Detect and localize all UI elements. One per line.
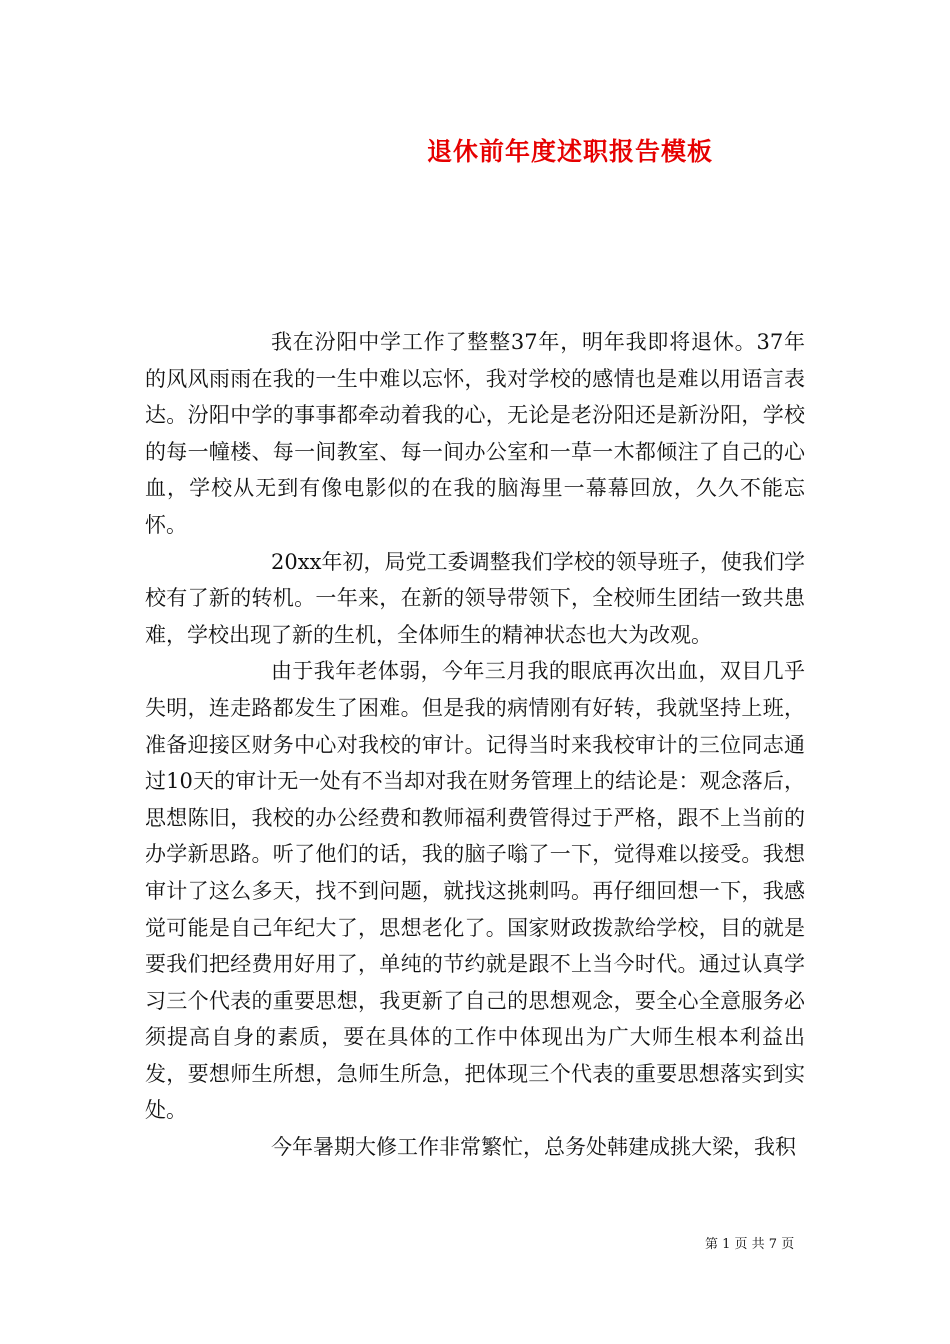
document-body [145,324,805,1166]
page-number-footer: 第 1 页 共 7 页 [705,1237,795,1252]
paragraph-1: 我在汾阳中学工作了整整37年，明年我即将退休。37年的风风雨雨在我的一生中难以忘怀，我对学校的感情也是难以用语言表达。汾阳中学的事事都牵动着我的心，无论是老汾阳还是新汾阳，学校的每一幢楼、每一间教室、每一间办公室和一草一木都倾注了自己的心血，学校从无到有像电影似的在我的脑海里一幕幕回放，久久不能忘怀。 [145,330,805,537]
paragraph-2: 20xx年初，局党工委调整我们学校的领导班子，使我们学校有了新的转机。一年来，在新的领导带领下，全校师生团结一致共患难，学校出现了新的生机，全体师生的精神状态也大为改观。 [145,549,805,647]
paragraph-4: 今年暑期大修工作非常繁忙，总务处韩建成挑大梁，我积 [271,1135,796,1160]
document-title: 退休前年度述职报告模板 [426,137,713,166]
paragraph-3: 由于我年老体弱，今年三月我的眼底再次出血，双目几乎失明，连走路都发生了困难。但是我的病情刚有好转，我就坚持上班，准备迎接区财务中心对我校的审计。记得当时来我校审计的三位同志通过10天的审计无一处有不当却对我在财务管理上的结论是：观念落后，思想陈旧，我校的办公经费和教师福利费管得过于严格，跟不上当前的办学新思路。听了他们的话，我的脑子嗡了一下，觉得难以接受。我想审计了这么多天，找不到问题，就找这挑刺吗。再仔细回想一下，我感觉可能是自己年纪大了，思想老化了。国家财政拨款给学校，目的就是要我们把经费用好用了，单纯的节约就是跟不上当今时代。通过认真学习三个代表的重要思想，我更新了自己的思想观念，要全心全意服务必须提高自身的素质，要在具体的工作中体现出为广大师生根本利益出发，要想师生所想，急师生所急，把体现三个代表的重要思想落实到实处。 [145,659,805,1123]
